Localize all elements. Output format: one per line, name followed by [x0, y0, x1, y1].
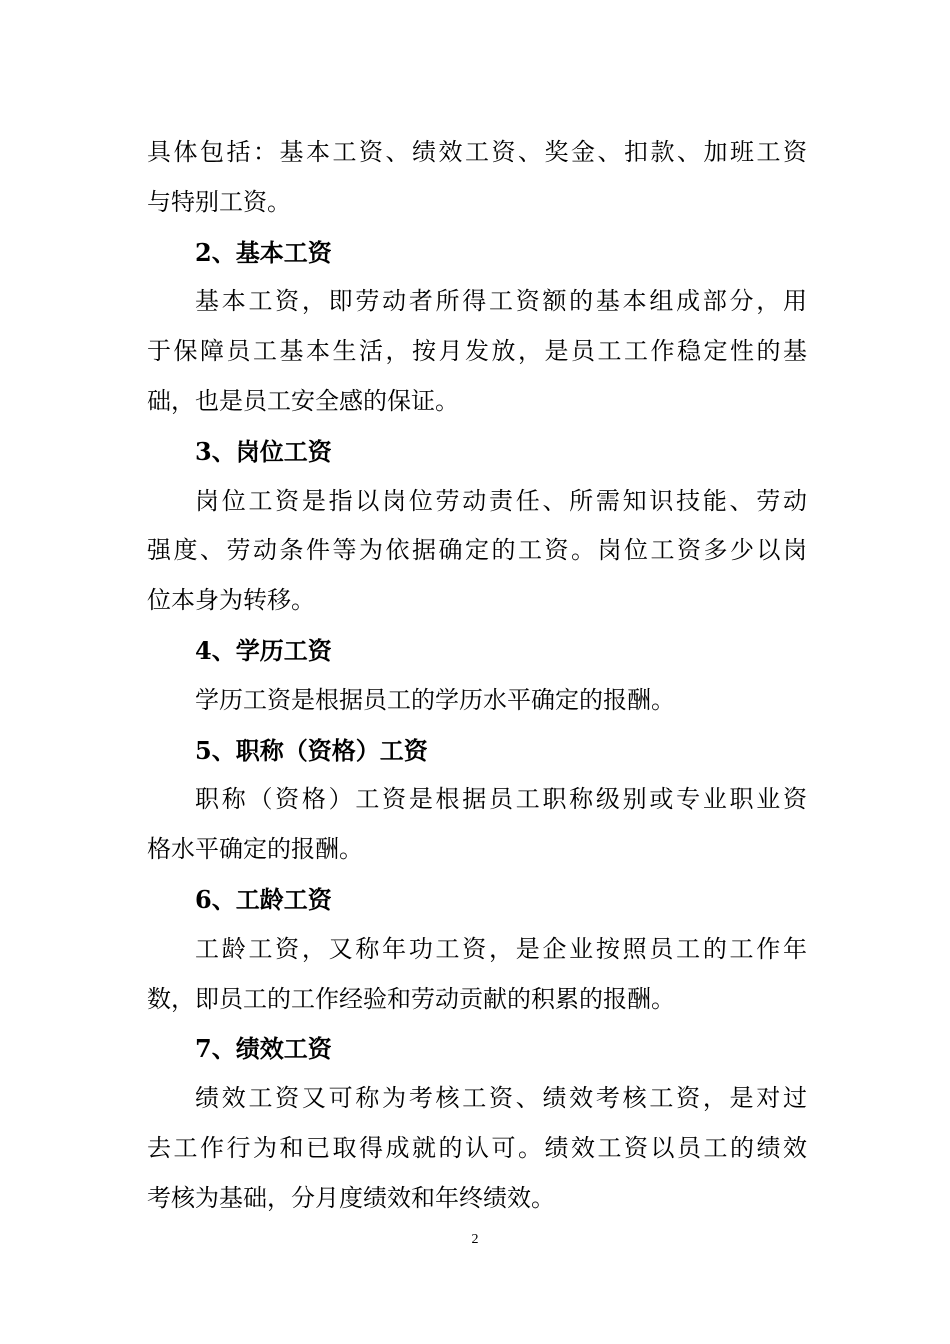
paragraph-line: 于保障员工基本生活，按月发放，是员工工作稳定性的基: [147, 337, 807, 366]
paragraph-line: 工龄工资，又称年功工资，是企业按照员工的工作年: [195, 934, 807, 963]
section-heading: 5、职称（资格）工资: [195, 735, 428, 765]
paragraph-line: 与特别工资。: [147, 187, 291, 216]
section-heading: 2、基本工资: [195, 237, 332, 267]
section-heading: 7、绩效工资: [195, 1034, 332, 1064]
paragraph-line: 去工作行为和已取得成就的认可。绩效工资以员工的绩效: [147, 1133, 807, 1162]
page-number: 2: [471, 1232, 479, 1247]
paragraph-line: 基本工资，即劳动者所得工资额的基本组成部分，用: [195, 287, 807, 316]
paragraph-line: 数，即员工的工作经验和劳动贡献的积累的报酬。: [147, 984, 675, 1013]
section-heading: 4、学历工资: [195, 635, 332, 665]
paragraph-line: 础，也是员工安全感的保证。: [147, 386, 459, 415]
paragraph-line: 位本身为转移。: [147, 586, 315, 615]
paragraph-line: 绩效工资又可称为考核工资、绩效考核工资，是对过: [195, 1084, 807, 1113]
paragraph-line: 学历工资是根据员工的学历水平确定的报酬。: [195, 685, 675, 714]
section-heading: 6、工龄工资: [195, 884, 332, 914]
paragraph-line: 职称（资格）工资是根据员工职称级别或专业职业资: [195, 785, 807, 814]
paragraph-line: 考核为基础，分月度绩效和年终绩效。: [147, 1183, 555, 1212]
paragraph-line: 强度、劳动条件等为依据确定的工资。岗位工资多少以岗: [147, 536, 807, 565]
paragraph-line: 具体包括：基本工资、绩效工资、奖金、扣款、加班工资: [147, 138, 807, 166]
document-body: [147, 128, 807, 1224]
paragraph-line: 岗位工资是指以岗位劳动责任、所需知识技能、劳动: [195, 486, 807, 515]
paragraph-line: 格水平确定的报酬。: [147, 835, 363, 864]
section-heading: 3、岗位工资: [195, 436, 332, 466]
